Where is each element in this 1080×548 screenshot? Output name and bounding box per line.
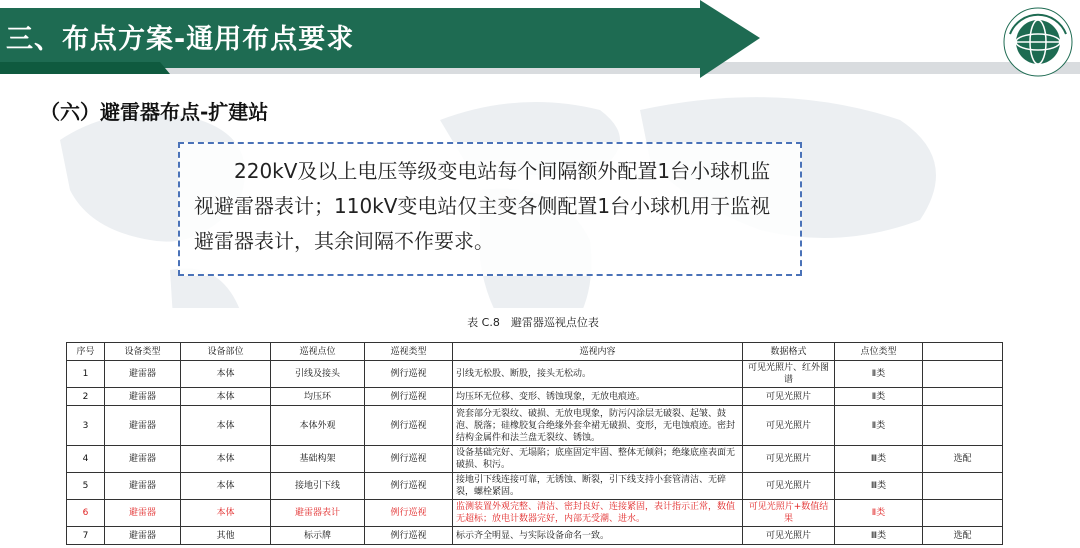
table-cell: 避雷器 [105, 527, 181, 545]
state-grid-logo [1000, 4, 1076, 80]
table-cell: 避雷器 [105, 500, 181, 527]
table-cell: 选配 [923, 527, 1003, 545]
table-cell: 可见光照片 [743, 527, 835, 545]
table-cell: 避雷器 [105, 406, 181, 446]
inspection-table-panel [62, 308, 1004, 548]
section-subtitle: （六）避雷器布点-扩建站 [40, 100, 269, 124]
table-cell: Ⅱ类 [835, 406, 923, 446]
table-cell: 例行巡视 [365, 473, 453, 500]
table-cell: Ⅲ类 [835, 527, 923, 545]
table-cell: 7 [67, 527, 105, 545]
header-cell: 序号 [67, 343, 105, 361]
table-cell: 标示齐全明显、与实际设备命名一致。 [453, 527, 743, 545]
table-cell: 其他 [181, 527, 271, 545]
table-cell: 本体 [181, 388, 271, 406]
table-cell: 本体 [181, 406, 271, 446]
table-cell: Ⅲ类 [835, 446, 923, 473]
table-cell: 5 [67, 473, 105, 500]
header-cell: 数据格式 [743, 343, 835, 361]
table-cell: 本体 [181, 500, 271, 527]
table-row [67, 361, 1003, 388]
table-cell: 瓷套部分无裂纹、破损、无放电现象，防污闪涂层无破裂、起皱、鼓泡、脱落；硅橡胶复合绝缘外套伞裙无破损、变形，无电蚀痕迹。密封结构金属件和法兰盘无裂纹、锈蚀。 [453, 406, 743, 446]
table-cell: 接地引下线连接可靠，无锈蚀、断裂，引下线支持小套管清洁、无碎裂，螺栓紧固。 [453, 473, 743, 500]
table-row [67, 446, 1003, 473]
table-cell: 可见光照片+数值结果 [743, 500, 835, 527]
table-cell: 接地引下线 [271, 473, 365, 500]
header-cell: 巡视点位 [271, 343, 365, 361]
inspection-table [66, 342, 1003, 545]
table-cell: 例行巡视 [365, 446, 453, 473]
table-cell: 避雷器 [105, 361, 181, 388]
table-row [67, 406, 1003, 446]
table-cell: 例行巡视 [365, 527, 453, 545]
table-row [67, 473, 1003, 500]
table-cell: 避雷器 [105, 388, 181, 406]
header-cell: 设备类型 [105, 343, 181, 361]
callout-text: 220kV及以上电压等级变电站每个间隔额外配置1台小球机监视避雷器表计；110kV变电站仅主变各侧配置1台小球机用于监视避雷器表计，其余间隔不作要求。 [194, 159, 771, 253]
table-cell: 本体 [181, 473, 271, 500]
table-cell: Ⅱ类 [835, 388, 923, 406]
table-cell: 可见光照片 [743, 388, 835, 406]
table-cell: 例行巡视 [365, 361, 453, 388]
table-cell: 避雷器表计 [271, 500, 365, 527]
table-cell: 2 [67, 388, 105, 406]
header-cell: 巡视内容 [453, 343, 743, 361]
table-cell: 均压环无位移、变形、锈蚀现象，无放电痕迹。 [453, 388, 743, 406]
table-cell: Ⅱ类 [835, 500, 923, 527]
table-cell: 标示牌 [271, 527, 365, 545]
header-cell [923, 343, 1003, 361]
table-cell: 例行巡视 [365, 388, 453, 406]
table-cell: 引线无松股、断股，接头无松动。 [453, 361, 743, 388]
table-cell: Ⅱ类 [835, 361, 923, 388]
table-cell [923, 500, 1003, 527]
table-row [67, 500, 1003, 527]
table-cell: 1 [67, 361, 105, 388]
table-cell: 引线及接头 [271, 361, 365, 388]
header-cell: 巡视类型 [365, 343, 453, 361]
table-row [67, 527, 1003, 545]
table-cell: 监测装置外观完整、清洁、密封良好、连接紧固，表计指示正常，数值无超标；放电计数器完好，内部无受潮、进水。 [453, 500, 743, 527]
table-cell [923, 361, 1003, 388]
header-cell: 点位类型 [835, 343, 923, 361]
table-cell: 本体外观 [271, 406, 365, 446]
table-cell: 可见光照片 [743, 446, 835, 473]
table-cell: 避雷器 [105, 446, 181, 473]
table-cell: 本体 [181, 446, 271, 473]
table-cell: 可见光照片 [743, 473, 835, 500]
table-cell: 例行巡视 [365, 500, 453, 527]
table-cell: 设备基础完好、无塌陷；底座固定牢固、整体无倾斜；绝缘底座表面无破损、积污。 [453, 446, 743, 473]
table-cell: 选配 [923, 446, 1003, 473]
table-cell: 避雷器 [105, 473, 181, 500]
table-cell [923, 388, 1003, 406]
table-cell: 3 [67, 406, 105, 446]
table-row [67, 388, 1003, 406]
table-cell: 可见光照片 [743, 406, 835, 446]
table-cell: 均压环 [271, 388, 365, 406]
table-cell: 例行巡视 [365, 406, 453, 446]
table-cell: 可见光照片、红外图谱 [743, 361, 835, 388]
table-cell: 基础构架 [271, 446, 365, 473]
table-cell: 6 [67, 500, 105, 527]
table-cell [923, 406, 1003, 446]
table-cell: 本体 [181, 361, 271, 388]
requirement-callout [178, 142, 802, 276]
page-title: 三、布点方案-通用布点要求 [6, 24, 355, 55]
table-cell: 4 [67, 446, 105, 473]
table-cell: Ⅲ类 [835, 473, 923, 500]
table-cell [923, 473, 1003, 500]
table-caption: 表 C.8 避雷器巡视点位表 [467, 316, 599, 329]
header-cell: 设备部位 [181, 343, 271, 361]
table-header-row [67, 343, 1003, 361]
